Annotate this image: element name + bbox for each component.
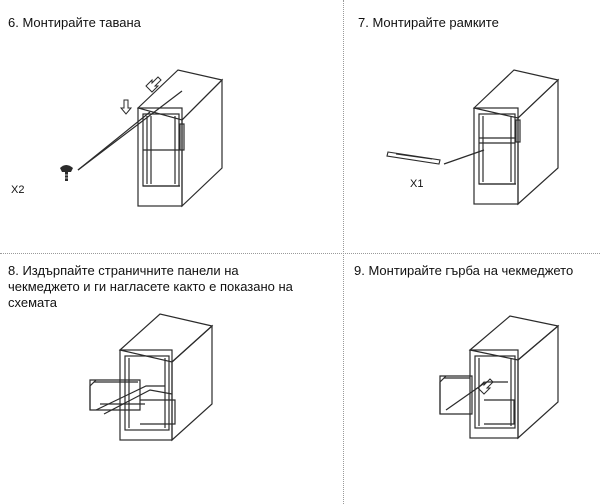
step-9-panel xyxy=(344,254,600,504)
step-7-quantity: X1 xyxy=(410,178,424,190)
step-8-illustration xyxy=(0,254,343,504)
step-6-title: 6. Монтирайте тавана xyxy=(8,15,141,30)
step-6-panel xyxy=(0,0,343,253)
down-arrow-icon xyxy=(121,100,131,114)
step-7-title: 7. Монтирайте рамките xyxy=(358,15,499,30)
step-6-illustration xyxy=(0,0,343,253)
step-9-title: 9. Монтирайте гърба на чекмеджето xyxy=(354,263,574,278)
step-8-panel xyxy=(0,254,343,504)
screw-icon xyxy=(60,165,73,181)
step-7-illustration xyxy=(344,0,600,253)
step-6-quantity: X2 xyxy=(11,184,25,196)
step-7-panel xyxy=(344,0,600,253)
up-arrow-icon xyxy=(146,77,161,92)
step-9-illustration xyxy=(344,254,600,504)
step-8-title: 8. Издърпайте страничните панели на чекмеджето и ги нагласете както е показано на схемата xyxy=(8,263,293,310)
rail-icon xyxy=(387,152,440,164)
